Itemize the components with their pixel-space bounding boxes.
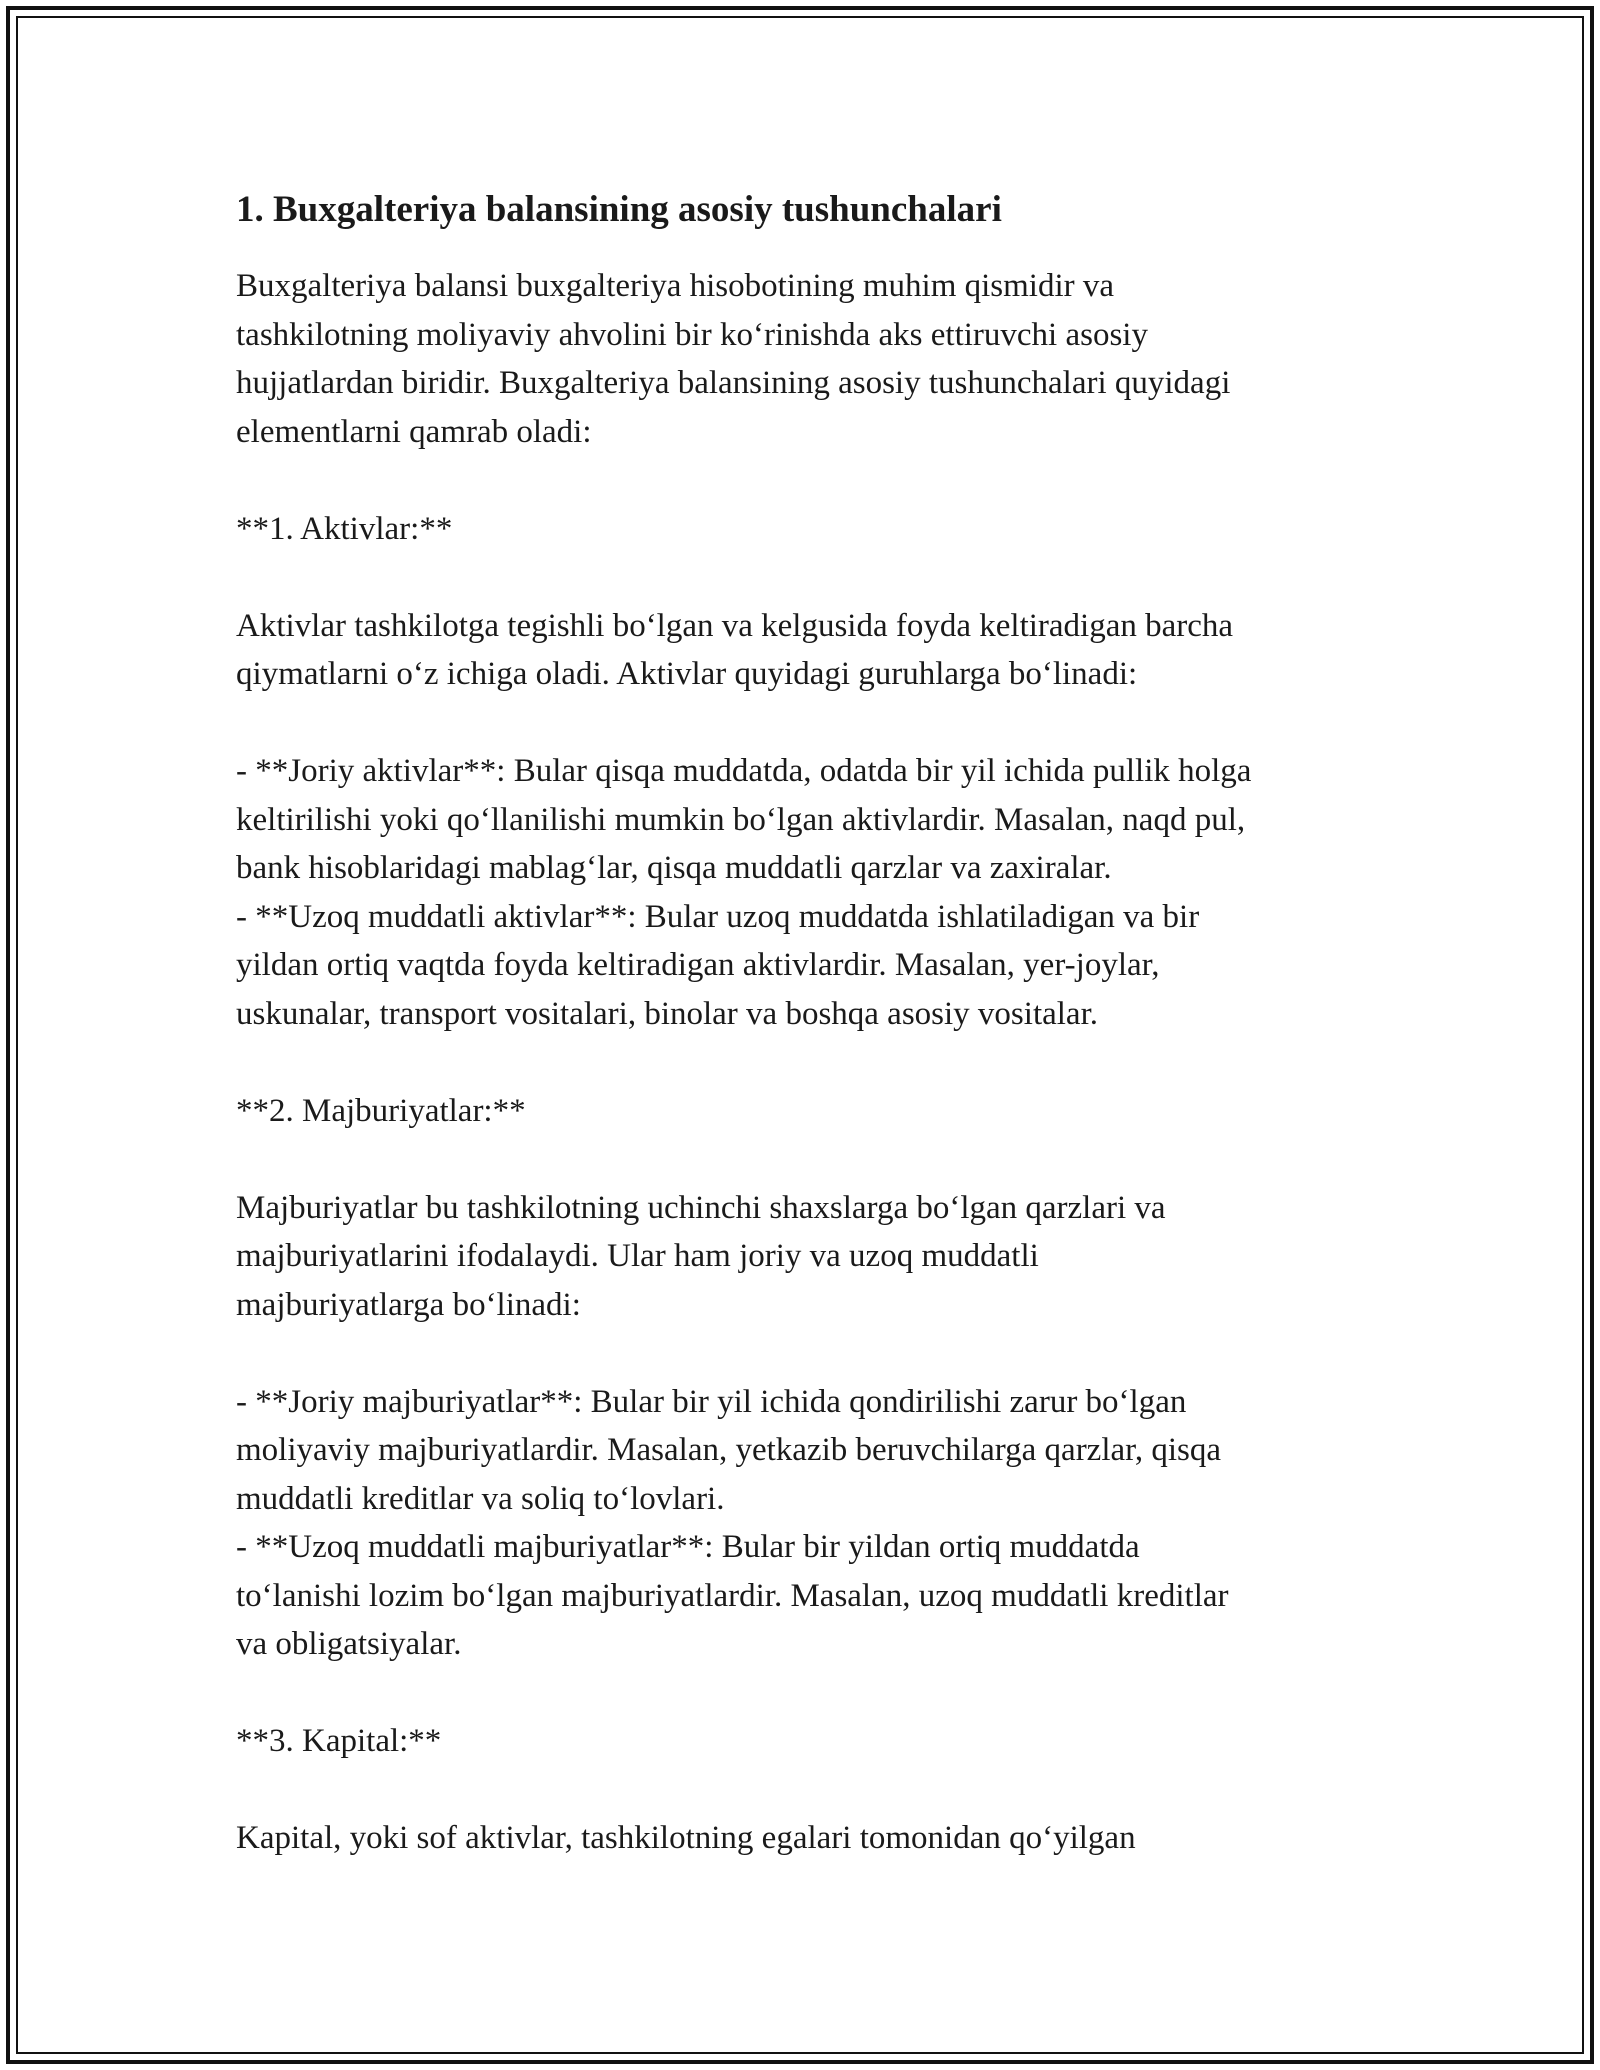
spacer: [236, 553, 1396, 602]
spacer: [236, 1669, 1396, 1718]
list-item-long-term-assets: - **Uzoq muddatli aktivlar**: Bular uzoq muddatda ishlatiladigan va bir yildan ortiq vaqtda foyda keltiradigan aktivlardir. Masalan, yer-joylar, uskunalar, transport vositalari, binolar va boshqa asosiy vositalar.: [236, 898, 1200, 1032]
intro-paragraph: Buxgalteriya balansi buxgalteriya hisobotining muhim qismidir va tashkilotning moliyaviy ahvolini bir ko‘rinishda aks ettiruvchi asosiy hujjatlardan biridir. Buxgalteriya balansining asosiy tushunchalari quyidagi elementlarni qamrab oladi:: [236, 268, 1231, 450]
capital-paragraph: Kapital, yoki sof aktivlar, tashkilotning egalari tomonidan qo‘yilgan: [236, 1820, 1136, 1857]
spacer: [236, 699, 1396, 748]
section-heading-assets: **1. Aktivlar:**: [236, 510, 453, 547]
document-body: [236, 186, 1396, 1863]
liabilities-paragraph: Majburiyatlar bu tashkilotning uchinchi shaxslarga bo‘lgan qarzlari va majburiyatlarini ifodalaydi. Ular ham joriy va uzoq muddatli majburiyatlarga bo‘linadi:: [236, 1189, 1166, 1323]
list-item-long-term-liabilities: - **Uzoq muddatli majburiyatlar**: Bular bir yildan ortiq muddatda to‘lanishi lozim bo‘lgan majburiyatlardir. Masalan, uzoq muddatli kreditlar va obligatsiyalar.: [236, 1529, 1229, 1663]
assets-paragraph: Aktivlar tashkilotga tegishli bo‘lgan va kelgusida foyda keltiradigan barcha qiymatlarni o‘z ichiga oladi. Aktivlar quyidagi guruhlarga bo‘linadi:: [236, 607, 1234, 693]
spacer: [236, 1329, 1396, 1378]
spacer: [236, 456, 1396, 505]
section-heading-capital: **3. Kapital:**: [236, 1723, 442, 1760]
document-title: 1. Buxgalteriya balansining asosiy tushunchalari: [236, 189, 1002, 230]
spacer: [236, 1766, 1396, 1815]
list-item-current-assets: - **Joriy aktivlar**: Bular qisqa muddatda, odatda bir yil ichida pullik holga keltirilishi yoki qo‘llanilishi mumkin bo‘lgan aktivlardir. Masalan, naqd pul, bank hisoblaridagi mablag‘lar, qisqa muddatli qarzlar va zaxiralar.: [236, 753, 1252, 887]
spacer: [236, 1038, 1396, 1087]
section-heading-liabilities: **2. Majburiyatlar:**: [236, 1092, 526, 1129]
list-item-current-liabilities: - **Joriy majburiyatlar**: Bular bir yil ichida qondirilishi zarur bo‘lgan moliyaviy majburiyatlardir. Masalan, yetkazib beruvchilarga qarzlar, qisqa muddatli kreditlar va soliq to‘lovlari.: [236, 1383, 1221, 1517]
spacer: [236, 1135, 1396, 1184]
